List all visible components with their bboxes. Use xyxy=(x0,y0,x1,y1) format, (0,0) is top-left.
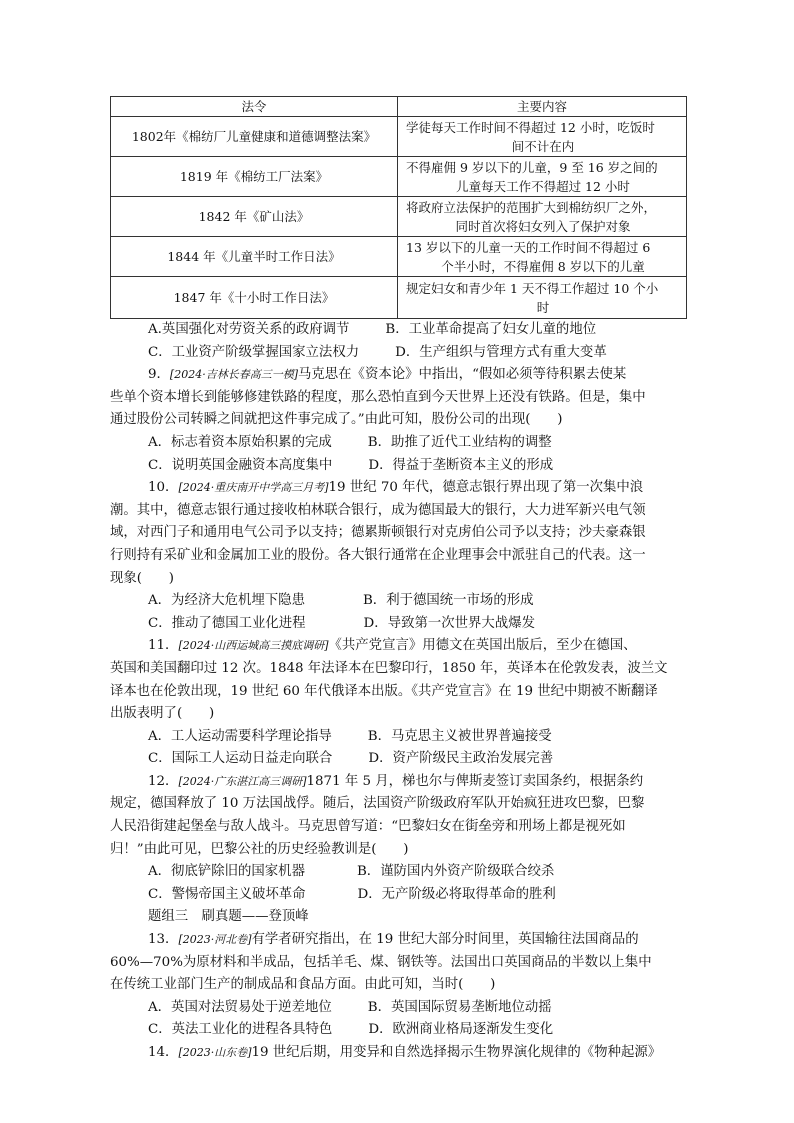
law-content-cell xyxy=(398,237,687,277)
option-a[interactable]: A．彻底铲除旧的国家机器 xyxy=(148,864,305,880)
table-row xyxy=(111,277,687,319)
q12-stem xyxy=(110,771,686,794)
law-content-cell xyxy=(398,117,687,157)
option-b[interactable]: B．谨防国内外资产阶级联合绞杀 xyxy=(356,864,555,880)
question-number: 13． xyxy=(148,932,179,948)
q11-options-row xyxy=(110,748,686,771)
law-name-cell: 1802年《棉纺厂儿童健康和道德调整法案》 xyxy=(111,117,398,157)
law-content-cell xyxy=(398,197,687,237)
option-b[interactable]: B．利于德国统一市场的形成 xyxy=(362,593,534,609)
table-row xyxy=(111,157,687,197)
question-source: [2023·山东卷] xyxy=(178,1046,252,1059)
question-source: [2023·河北卷] xyxy=(178,933,252,947)
content-line: 不得雇佣 9 岁以下的儿童，9 至 16 岁之间的 xyxy=(406,159,658,175)
content-line: 将政府立法保护的范围扩大到棉纺织厂之外， xyxy=(406,199,657,215)
option-c[interactable]: C．国际工人运动日益走向联合 xyxy=(148,751,333,767)
table-row xyxy=(111,197,687,237)
option-d[interactable]: D．欧洲商业格局逐渐发生变化 xyxy=(368,1022,554,1038)
question-source: [2024·山西运城高三摸底调研] xyxy=(178,639,329,653)
question-number: 9． xyxy=(148,367,170,383)
law-content-cell xyxy=(398,157,687,197)
stem-line: 行则持有采矿业和金属加工业的股份。各大银行通常在企业理事会中派驻自己的代表。这一 xyxy=(110,547,646,563)
q9-options-row xyxy=(110,455,686,478)
option-c[interactable]: C．英法工业化的进程各具特色 xyxy=(148,1022,333,1038)
option-b[interactable]: B．工业革命提高了妇女儿童的地位 xyxy=(385,322,597,337)
law-name-cell: 1819 年《棉纺工厂法案》 xyxy=(111,157,398,197)
option-d[interactable]: D．生产组织与管理方式有重大变革 xyxy=(395,344,607,360)
question-number: 11． xyxy=(148,638,179,654)
law-content-cell xyxy=(398,277,687,319)
header-content: 主要内容 xyxy=(398,97,687,117)
question-number: 10． xyxy=(148,480,179,496)
q14-stem xyxy=(110,1042,686,1065)
option-b[interactable]: B．英国国际贸易垄断地位动摇 xyxy=(367,999,552,1015)
table-row xyxy=(111,237,687,277)
stem-line: 译本也在伦敦出现，19 世纪 60 年代俄译本出版。《共产党宣言》在 19 世纪中期被不断翻译 xyxy=(110,683,658,699)
law-name-cell: 1847 年《十小时工作日法》 xyxy=(111,277,398,319)
stem-line: 英国和美国翻印过 12 次。1848 年法译本在巴黎印行，1850 年，英译本在伦敦发表，波兰文 xyxy=(110,660,668,676)
option-d[interactable]: D．得益于垄断资本主义的形成 xyxy=(368,457,554,473)
option-a[interactable]: A．工人运动需要科学理论指导 xyxy=(148,728,332,744)
option-a[interactable]: A．为经济大危机埋下隐患 xyxy=(148,593,305,609)
option-b[interactable]: B．助推了近代工业结构的调整 xyxy=(367,434,552,450)
content-line: 规定妇女和青少年 1 天不得工作超过 10 个小 xyxy=(406,280,659,296)
q10-options-row xyxy=(110,613,686,636)
q9-options-row xyxy=(110,432,686,455)
stem-line: 域，对西门子和通用电气公司予以支持；德累斯顿银行对克虏伯公司予以支持；沙夫豪森银 xyxy=(110,525,646,541)
stem-line: 通过股份公司转瞬之间就把这件事完成了。”由此可知，股份公司的出现( ) xyxy=(110,412,563,428)
stem-line: 马克思在《资本论》中指出，“假如必须等待积累去使某 xyxy=(298,367,627,383)
stem-line: 规定，德国释放了 10 万法国战俘。随后，法国资产阶级政府军队开始疯狂进攻巴黎，巴黎 xyxy=(110,796,645,812)
question-text xyxy=(110,319,686,1065)
option-d[interactable]: D．导致第一次世界大战爆发 xyxy=(363,615,535,631)
q8-options-row xyxy=(110,319,686,342)
content-line: 13 岁以下的儿童一天的工作时间不得超过 6 xyxy=(406,239,651,255)
content-line: 学徒每天工作时间不得超过 12 小时，吃饭时 xyxy=(406,119,655,135)
option-a[interactable]: A．标志着资本原始积累的完成 xyxy=(148,434,332,450)
content-line: 儿童每天工作不得超过 12 小时 xyxy=(456,178,630,194)
q11-stem xyxy=(110,635,686,658)
option-d[interactable]: D．资产阶级民主政治发展完善 xyxy=(368,751,554,767)
option-c[interactable]: C．工业资产阶级掌握国家立法权力 xyxy=(148,344,360,360)
content-line: 个半小时，不得雇佣 8 岁以下的儿童 xyxy=(441,258,645,274)
option-b[interactable]: B．马克思主义被世界普遍接受 xyxy=(367,728,552,744)
question-source: [2024·重庆南开中学高三月考] xyxy=(178,481,329,495)
stem-line: 《共产党宣言》用德文在英国出版后，至少在德国、 xyxy=(328,638,637,654)
q8-options-row xyxy=(110,342,686,365)
option-c[interactable]: C．警惕帝国主义破坏革命 xyxy=(148,886,306,902)
question-source: [2024·广东湛江高三调研] xyxy=(178,774,307,788)
stem-line: 现象( ) xyxy=(110,570,175,586)
q13-options-row xyxy=(110,997,686,1020)
content-line: 同时首次将妇女列入了保护对象 xyxy=(455,218,631,234)
law-name-cell: 1844 年《儿童半时工作日法》 xyxy=(111,237,398,277)
table-row xyxy=(111,117,687,157)
q12-options-row xyxy=(110,884,686,907)
question-source: [2024·吉林长春高三一模] xyxy=(169,368,298,382)
stem-line: 19 世纪后期，用变异和自然选择揭示生物界演化规律的《物种起源》 xyxy=(251,1045,662,1060)
header-law: 法令 xyxy=(111,97,398,117)
question-number: 14． xyxy=(148,1045,179,1060)
option-a[interactable]: A．英国对法贸易处于逆差地位 xyxy=(148,999,332,1015)
stem-line: 19 世纪 70 年代，德意志银行界出现了第一次集中浪 xyxy=(328,480,644,496)
law-name-cell: 1842 年《矿山法》 xyxy=(111,197,398,237)
q12-options-row xyxy=(110,861,686,884)
stem-line: 出版表明了( ) xyxy=(110,706,215,722)
q11-options-row xyxy=(110,726,686,749)
option-a[interactable]: A.英国强化对劳资关系的政府调节 xyxy=(148,322,350,337)
q13-options-row xyxy=(110,1019,686,1042)
content-line: 时 xyxy=(536,299,550,315)
stem-line: 在传统工业部门生产的制成品和食品方面。由此可知，当时( ) xyxy=(110,977,496,993)
q13-stem xyxy=(110,929,686,952)
q10-options-row xyxy=(110,590,686,613)
law-table xyxy=(110,96,687,319)
stem-line: 人民沿街建起堡垒与敌人战斗。马克思曾写道：“巴黎妇女在街垒旁和刑场上都是视死如 xyxy=(110,819,626,835)
question-number: 12． xyxy=(148,773,179,789)
table-header-row xyxy=(111,97,687,117)
content-line: 间不计在内 xyxy=(511,138,575,154)
option-c[interactable]: C．推动了德国工业化进程 xyxy=(148,615,306,631)
stem-line: 1871 年 5 月，梯也尔与俾斯麦签订卖国条约，根据条约 xyxy=(306,773,644,789)
q9-stem xyxy=(110,364,686,387)
stem-line: 60%—70%为原材料和半成品，包括羊毛、煤、钢铁等。法国出口英国商品的半数以上集中 xyxy=(110,954,652,970)
stem-line: 些单个资本增长到能够修建铁路的程度，那么恐怕直到今天世界上还没有铁路。但是，集中 xyxy=(110,389,646,405)
page xyxy=(110,96,686,1065)
option-c[interactable]: C．说明英国金融资本高度集中 xyxy=(148,457,333,473)
stem-line: 潮。其中，德意志银行通过接收柏林联合银行，成为德国最大的银行，大力进军新兴电气领 xyxy=(110,502,646,518)
stem-line: 归！”由此可见，巴黎公社的历史经验教训是( ) xyxy=(110,841,409,857)
group-title: 题组三 刷真题——登顶峰 xyxy=(148,909,309,925)
stem-line: 有学者研究指出，在 19 世纪大部分时间里，英国输往法国商品的 xyxy=(251,932,639,948)
q10-stem xyxy=(110,477,686,500)
option-d[interactable]: D．无产阶级必将取得革命的胜利 xyxy=(357,886,556,902)
